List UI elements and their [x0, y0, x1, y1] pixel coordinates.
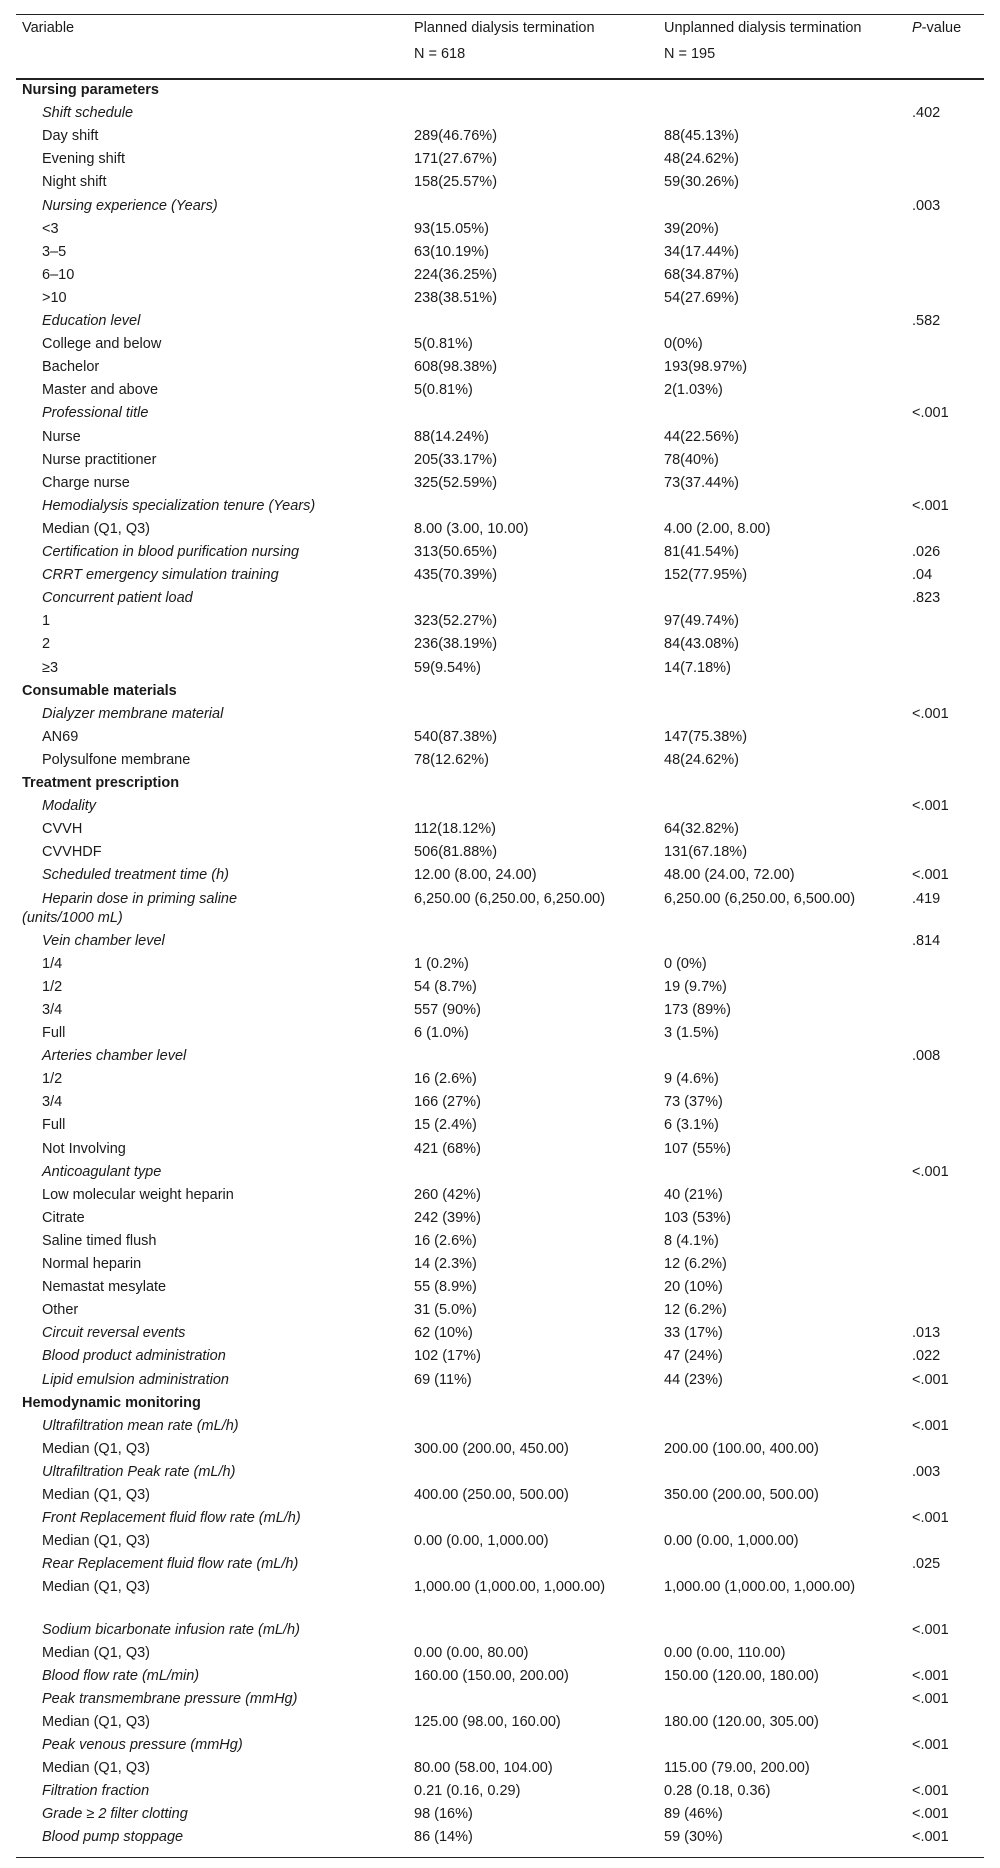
unplanned-value: 131(67.18%): [664, 844, 748, 861]
planned-value: 125.00 (98.00, 160.00): [414, 1713, 561, 1730]
header-pvalue: [912, 19, 961, 37]
unplanned-value: 200.00 (100.00, 400.00): [664, 1440, 819, 1457]
p-value: <.001: [912, 1737, 949, 1753]
variable-label: Peak transmembrane pressure (mmHg): [42, 1690, 298, 1707]
unplanned-value: 350.00 (200.00, 500.00): [664, 1487, 819, 1503]
p-value: <.001: [912, 1690, 949, 1707]
planned-value: 6,250.00 (6,250.00, 6,250.00): [414, 890, 606, 907]
unplanned-value: 78(40%): [664, 451, 719, 468]
p-value: .025: [912, 1556, 941, 1573]
planned-value: 54 (8.7%): [414, 978, 477, 995]
unplanned-value: 48(24.62%): [664, 751, 739, 768]
variable-label: Concurrent patient load: [42, 590, 193, 607]
variable-label: Hemodynamic monitoring: [22, 1394, 201, 1411]
unplanned-value: 3 (1.5%): [664, 1025, 719, 1041]
variable-label: CRRT emergency simulation training: [42, 567, 279, 584]
planned-value: 557 (90%): [414, 1001, 481, 1018]
planned-value: 323(52.27%): [414, 613, 498, 630]
variable-label: Heparin dose in priming saline: [42, 890, 238, 907]
planned-value: 421 (68%): [414, 1140, 481, 1157]
planned-value: 289(46.76%): [414, 128, 498, 145]
planned-value: 205(33.17%): [414, 451, 498, 468]
p-value: <.001: [912, 798, 949, 815]
unplanned-value: 2(1.03%): [664, 382, 723, 399]
unplanned-value: 0.00 (0.00, 110.00): [664, 1644, 786, 1661]
unplanned-value: 103 (53%): [664, 1209, 731, 1226]
header-unplanned-n: N = 195: [664, 46, 716, 62]
unplanned-value: 1,000.00 (1,000.00, 1,000.00): [664, 1579, 856, 1596]
planned-value: 160.00 (150.00, 200.00): [414, 1667, 569, 1684]
variable-label: CVVH: [42, 821, 83, 838]
planned-value: 0.00 (0.00, 1,000.00): [414, 1533, 549, 1550]
variable-label: Arteries chamber level: [42, 1048, 187, 1065]
p-value: .814: [912, 932, 941, 949]
p-value: <.001: [912, 1621, 949, 1638]
p-value: .04: [912, 567, 933, 584]
variable-label: Charge nurse: [42, 474, 130, 491]
unplanned-value: 34(17.44%): [664, 243, 739, 260]
p-value: .003: [912, 197, 941, 214]
unplanned-value: 48(24.62%): [664, 151, 739, 168]
planned-value: 16 (2.6%): [414, 1232, 477, 1249]
variable-label: Blood flow rate (mL/min): [42, 1667, 200, 1684]
variable-label: Education level: [42, 313, 141, 329]
variable-label: Anticoagulant type: [42, 1163, 162, 1180]
p-value: .026: [912, 544, 941, 560]
p-value: <.001: [912, 867, 949, 884]
unplanned-value: 115.00 (79.00, 200.00): [664, 1760, 810, 1777]
variable-label: Median (Q1, Q3): [42, 1644, 150, 1661]
unplanned-value: 73 (37%): [664, 1094, 723, 1111]
planned-value: 93(15.05%): [414, 220, 489, 237]
p-value: .013: [912, 1325, 941, 1342]
unplanned-value: 68(34.87%): [664, 266, 739, 283]
planned-value: 435(70.39%): [414, 567, 498, 584]
variable-label: Shift schedule: [42, 105, 134, 122]
planned-value: 5(0.81%): [414, 382, 473, 399]
unplanned-value: 180.00 (120.00, 305.00): [664, 1713, 819, 1730]
variable-label: Full: [42, 1025, 66, 1041]
variable-label: Low molecular weight heparin: [42, 1186, 234, 1203]
variable-label: Circuit reversal events: [42, 1325, 186, 1342]
variable-label-continued: (units/1000 mL): [22, 909, 123, 926]
planned-value: 300.00 (200.00, 450.00): [414, 1440, 569, 1457]
header-unplanned: Unplanned dialysis termination: [664, 20, 862, 36]
p-value: <.001: [912, 1417, 949, 1434]
variable-label: Median (Q1, Q3): [42, 1713, 150, 1730]
header-pvalue-rest: -value: [921, 20, 962, 36]
unplanned-value: 14(7.18%): [664, 659, 731, 676]
variable-label: Citrate: [42, 1209, 85, 1226]
p-value: .003: [912, 1463, 941, 1480]
variable-label: Treatment prescription: [22, 775, 180, 791]
unplanned-value: 44(22.56%): [664, 428, 739, 445]
header-planned: Planned dialysis termination: [414, 20, 595, 36]
variable-label: Sodium bicarbonate infusion rate (mL/h): [42, 1621, 300, 1638]
planned-value: 166 (27%): [414, 1094, 481, 1111]
planned-value: 325(52.59%): [414, 474, 498, 491]
header-pvalue-italic: P: [912, 20, 922, 36]
planned-value: 608(98.38%): [414, 359, 498, 376]
planned-value: 62 (10%): [414, 1325, 473, 1342]
variable-label: Front Replacement fluid flow rate (mL/h): [42, 1510, 301, 1527]
planned-value: 80.00 (58.00, 104.00): [414, 1760, 553, 1777]
variable-label: Nemastat mesylate: [42, 1279, 167, 1296]
p-value: <.001: [912, 1829, 949, 1846]
variable-label: 3/4: [42, 1094, 63, 1111]
variable-label: Median (Q1, Q3): [42, 1533, 150, 1550]
variable-label: ≥3: [42, 659, 59, 676]
unplanned-value: 8 (4.1%): [664, 1232, 719, 1249]
planned-value: 0.21 (0.16, 0.29): [414, 1783, 521, 1800]
planned-value: 14 (2.3%): [414, 1256, 477, 1272]
variable-label: 3/4: [42, 1001, 63, 1018]
variable-label: Dialyzer membrane material: [42, 705, 224, 722]
variable-label: Vein chamber level: [42, 932, 165, 949]
variable-label: Median (Q1, Q3): [42, 1440, 150, 1457]
unplanned-value: 88(45.13%): [664, 128, 739, 145]
header-planned-n: N = 618: [414, 46, 466, 62]
planned-value: 55 (8.9%): [414, 1279, 477, 1296]
variable-label: Blood pump stoppage: [42, 1829, 184, 1846]
unplanned-value: 33 (17%): [664, 1325, 723, 1342]
planned-value: 112(18.12%): [414, 821, 496, 838]
table-top-rule: [16, 14, 984, 15]
variable-label: Ultrafiltration Peak rate (mL/h): [42, 1463, 236, 1480]
planned-value: 400.00 (250.00, 500.00): [414, 1487, 569, 1503]
planned-value: 102 (17%): [414, 1348, 481, 1365]
variable-label: 2: [42, 636, 51, 653]
p-value: <.001: [912, 1163, 949, 1180]
variable-label: Consumable materials: [22, 682, 177, 699]
p-value: .823: [912, 590, 941, 607]
unplanned-value: 193(98.97%): [664, 359, 748, 376]
unplanned-value: 40 (21%): [664, 1186, 723, 1203]
planned-value: 5(0.81%): [414, 336, 473, 353]
variable-label: Saline timed flush: [42, 1232, 157, 1249]
variable-label: 1/2: [42, 978, 63, 995]
planned-value: 171(27.67%): [414, 151, 498, 168]
variable-label: 3–5: [42, 243, 67, 260]
variable-label: Median (Q1, Q3): [42, 1579, 150, 1596]
planned-value: 16 (2.6%): [414, 1071, 477, 1088]
unplanned-value: 152(77.95%): [664, 567, 748, 584]
planned-value: 86 (14%): [414, 1829, 473, 1846]
variable-label: Modality: [42, 798, 96, 815]
unplanned-value: 173 (89%): [664, 1001, 731, 1018]
variable-label: Scheduled treatment time (h): [42, 867, 229, 884]
unplanned-value: 39(20%): [664, 220, 719, 237]
variable-label: 1/2: [42, 1071, 63, 1088]
planned-value: 59(9.54%): [414, 659, 481, 676]
variable-label: Lipid emulsion administration: [42, 1371, 229, 1388]
variable-label: Rear Replacement fluid flow rate (mL/h): [42, 1556, 299, 1573]
planned-value: 1 (0.2%): [414, 955, 469, 972]
variable-label: AN69: [42, 728, 79, 745]
unplanned-value: 150.00 (120.00, 180.00): [664, 1667, 819, 1684]
unplanned-value: 81(41.54%): [664, 544, 739, 560]
p-value: .582: [912, 313, 941, 329]
p-value: <.001: [912, 405, 949, 422]
unplanned-value: 59 (30%): [664, 1829, 723, 1846]
planned-value: 88(14.24%): [414, 428, 489, 445]
planned-value: 0.00 (0.00, 80.00): [414, 1644, 529, 1661]
variable-label: 6–10: [42, 266, 75, 283]
unplanned-value: 64(32.82%): [664, 821, 739, 838]
variable-label: Full: [42, 1117, 66, 1134]
variable-label: Bachelor: [42, 359, 100, 376]
variable-label: 1/4: [42, 955, 63, 972]
header-variable: Variable: [22, 20, 75, 36]
planned-value: 242 (39%): [414, 1209, 481, 1226]
unplanned-value: 48.00 (24.00, 72.00): [664, 867, 795, 884]
planned-value: 63(10.19%): [414, 243, 489, 260]
unplanned-value: 107 (55%): [664, 1140, 731, 1157]
p-value: .008: [912, 1048, 941, 1065]
variable-label: Nursing parameters: [22, 82, 159, 98]
unplanned-value: 89 (46%): [664, 1806, 723, 1823]
unplanned-value: 4.00 (2.00, 8.00): [664, 520, 771, 537]
table-bottom-rule: [16, 1857, 984, 1858]
unplanned-value: 12 (6.2%): [664, 1256, 727, 1272]
unplanned-value: 84(43.08%): [664, 636, 739, 653]
unplanned-value: 97(49.74%): [664, 613, 739, 630]
planned-value: 260 (42%): [414, 1186, 481, 1203]
planned-value: 1,000.00 (1,000.00, 1,000.00): [414, 1579, 606, 1596]
variable-label: Night shift: [42, 174, 107, 191]
variable-label: Filtration fraction: [42, 1783, 150, 1800]
variable-label: Professional title: [42, 405, 149, 422]
unplanned-value: 20 (10%): [664, 1279, 723, 1296]
variable-label: Day shift: [42, 128, 99, 145]
variable-label: Blood product administration: [42, 1348, 226, 1365]
planned-value: 69 (11%): [414, 1371, 472, 1388]
unplanned-value: 0 (0%): [664, 955, 707, 972]
variable-label: Grade ≥ 2 filter clotting: [42, 1806, 188, 1823]
variable-label: 1: [42, 613, 51, 630]
planned-value: 12.00 (8.00, 24.00): [414, 867, 537, 884]
variable-label: Certification in blood purification nursing: [42, 544, 300, 560]
planned-value: 78(12.62%): [414, 751, 489, 768]
variable-label: Not Involving: [42, 1140, 126, 1157]
unplanned-value: 6,250.00 (6,250.00, 6,500.00): [664, 890, 856, 907]
header-rule: [16, 78, 984, 80]
p-value: <.001: [912, 1371, 949, 1388]
unplanned-value: 6 (3.1%): [664, 1117, 719, 1134]
variable-label: Polysulfone membrane: [42, 751, 191, 768]
p-value: <.001: [912, 1510, 949, 1527]
unplanned-value: 19 (9.7%): [664, 978, 727, 995]
planned-value: 15 (2.4%): [414, 1117, 477, 1134]
unplanned-value: 12 (6.2%): [664, 1302, 727, 1319]
p-value: <.001: [912, 1806, 949, 1823]
planned-value: 238(38.51%): [414, 289, 498, 306]
unplanned-value: 9 (4.6%): [664, 1071, 719, 1088]
variable-label: <3: [42, 220, 59, 237]
variable-label: Nurse: [42, 428, 81, 445]
planned-value: 224(36.25%): [414, 266, 498, 283]
p-value: .419: [912, 890, 941, 907]
unplanned-value: 0.00 (0.00, 1,000.00): [664, 1533, 799, 1550]
p-value: <.001: [912, 705, 949, 722]
planned-value: 31 (5.0%): [414, 1302, 477, 1319]
p-value: .022: [912, 1348, 941, 1365]
variable-label: Ultrafiltration mean rate (mL/h): [42, 1417, 239, 1434]
variable-label: Peak venous pressure (mmHg): [42, 1737, 243, 1753]
unplanned-value: 44 (23%): [664, 1371, 723, 1388]
unplanned-value: 0(0%): [664, 336, 703, 353]
unplanned-value: 54(27.69%): [664, 289, 739, 306]
planned-value: 540(87.38%): [414, 728, 498, 745]
planned-value: 6 (1.0%): [414, 1025, 469, 1041]
unplanned-value: 59(30.26%): [664, 174, 739, 191]
variable-label: Median (Q1, Q3): [42, 1760, 150, 1777]
unplanned-value: 147(75.38%): [664, 728, 748, 745]
variable-label: CVVHDF: [42, 844, 102, 861]
planned-value: 236(38.19%): [414, 636, 498, 653]
variable-label: College and below: [42, 336, 162, 353]
variable-label: Median (Q1, Q3): [42, 1487, 150, 1503]
unplanned-value: 73(37.44%): [664, 474, 739, 491]
variable-label: >10: [42, 289, 67, 306]
p-value: <.001: [912, 497, 949, 514]
planned-value: 158(25.57%): [414, 174, 498, 191]
variable-label: Nursing experience (Years): [42, 197, 218, 214]
p-value: .402: [912, 105, 941, 122]
planned-value: 506(81.88%): [414, 844, 498, 861]
variable-label: Hemodialysis specialization tenure (Years): [42, 497, 316, 514]
variable-label: Normal heparin: [42, 1256, 142, 1272]
p-value: <.001: [912, 1783, 949, 1800]
variable-label: Other: [42, 1302, 79, 1319]
variable-label: Median (Q1, Q3): [42, 520, 150, 537]
p-value: <.001: [912, 1667, 949, 1684]
variable-label: Evening shift: [42, 151, 126, 168]
variable-label: Nurse practitioner: [42, 451, 157, 468]
variable-label: Master and above: [42, 382, 159, 399]
planned-value: 8.00 (3.00, 10.00): [414, 520, 529, 537]
planned-value: 98 (16%): [414, 1806, 473, 1823]
planned-value: 313(50.65%): [414, 544, 498, 560]
unplanned-value: 0.28 (0.18, 0.36): [664, 1783, 771, 1800]
unplanned-value: 47 (24%): [664, 1348, 723, 1365]
